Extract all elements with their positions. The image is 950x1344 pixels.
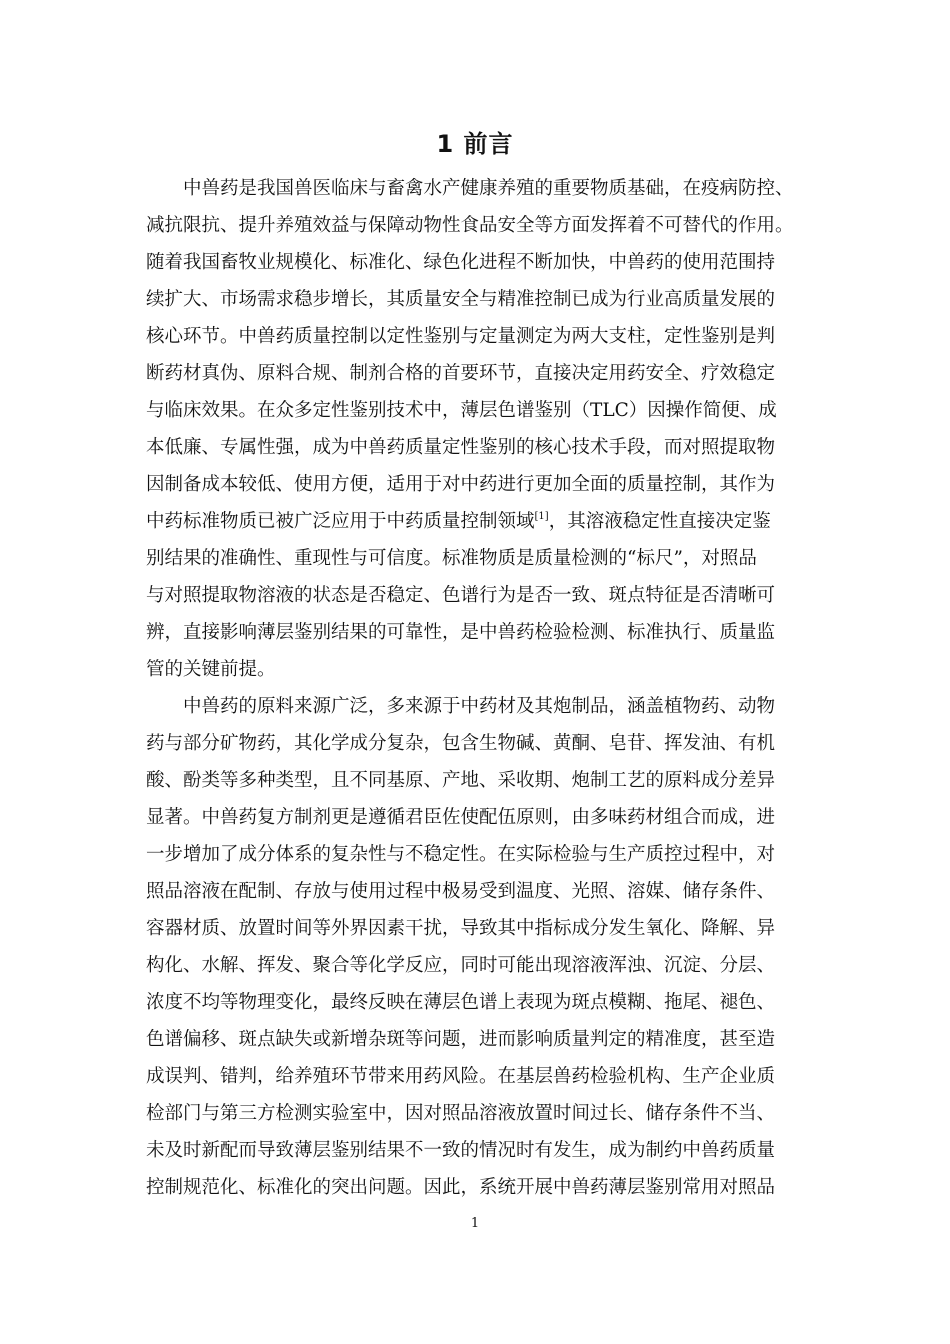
p2-line-14: 控制规范化、标准化的突出问题。因此，系统开展中兽药薄层鉴别常用对照品 [146,1177,776,1198]
p2-line-2: 药与部分矿物药，其化学成分复杂，包含生物碱、黄酮、皂苷、挥发油、有机 [146,733,776,754]
p2-line-10: 色谱偏移、斑点缺失或新增杂斑等问题，进而影响质量判定的精准度，甚至造 [146,1029,776,1050]
p1-line-3: 随着我国畜牧业规模化、标准化、绿色化进程不断加快，中兽药的使用范围持 [146,252,776,273]
p1-line-12: 与对照提取物溶液的状态是否稳定、色谱行为是否一致、斑点特征是否清晰可 [146,585,776,606]
p1-line-10 [146,505,806,539]
p2-line-6: 照品溶液在配制、存放与使用过程中极易受到温度、光照、溶媒、储存条件、 [146,881,776,902]
p2-line-11: 成误判、错判，给养殖环节带来用药风险。在基层兽药检验机构、生产企业质 [146,1066,776,1087]
section-heading: 1 前言 [436,130,514,158]
p1-line-2: 减抗限抗、提升养殖效益与保障动物性食品安全等方面发挥着不可替代的作用。 [146,215,794,236]
p1-line-10-text-after: ，其溶液稳定性直接决定鉴 [548,511,771,532]
p2-line-5: 一步增加了成分体系的复杂性与不稳定性。在实际检验与生产质控过程中，对 [146,844,776,865]
page-number: 1 [470,1216,480,1231]
p1-line-14: 管的关键前提。 [146,659,276,680]
p2-line-7: 容器材质、放置时间等外界因素干扰，导致其中指标成分发生氧化、降解、异 [146,918,776,939]
p1-line-10-text: 中药标准物质已被广泛应用于中药质量控制领域 [146,511,535,532]
p2-line-9: 浓度不均等物理变化，最终反映在薄层色谱上表现为斑点模糊、拖尾、褪色、 [146,992,776,1013]
p1-line-7: 与临床效果。在众多定性鉴别技术中，薄层色谱鉴别（TLC）因操作简便、成 [146,400,777,421]
citation-ref: [1] [534,511,549,522]
p2-line-4: 显著。中兽药复方制剂更是遵循君臣佐使配伍原则，由多味药材组合而成，进 [146,807,776,828]
p2-line-12: 检部门与第三方检测实验室中，因对照品溶液放置时间过长、储存条件不当、 [146,1103,776,1124]
p1-line-9: 因制备成本较低、使用方便，适用于对中药进行更加全面的质量控制，其作为 [146,474,776,495]
p1-line-6: 断药材真伪、原料合规、制剂合格的首要环节，直接决定用药安全、疗效稳定 [146,363,776,384]
p1-line-13: 辨，直接影响薄层鉴别结果的可靠性，是中兽药检验检测、标准执行、质量监 [146,622,776,643]
p1-line-1: 中兽药是我国兽医临床与畜禽水产健康养殖的重要物质基础，在疫病防控、 [183,178,794,199]
p2-line-3: 酸、酚类等多种类型，且不同基原、产地、采收期、炮制工艺的原料成分差异 [146,770,776,791]
p2-line-13: 未及时新配而导致薄层鉴别结果不一致的情况时有发生，成为制约中兽药质量 [146,1140,776,1161]
p1-line-8: 本低廉、专属性强，成为中兽药质量定性鉴别的核心技术手段，而对照提取物 [146,437,776,458]
p1-line-4: 续扩大、市场需求稳步增长，其质量安全与精准控制已成为行业高质量发展的 [146,289,776,310]
p1-line-11: 别结果的准确性、重现性与可信度。标准物质是质量检测的“标尺”，对照品 [146,548,757,569]
p1-line-5: 核心环节。中兽药质量控制以定性鉴别与定量测定为两大支柱，定性鉴别是判 [146,326,776,347]
p2-line-8: 构化、水解、挥发、聚合等化学反应，同时可能出现溶液浑浊、沉淀、分层、 [146,955,776,976]
p2-line-1: 中兽药的原料来源广泛，多来源于中药材及其炮制品，涵盖植物药、动物 [183,696,776,717]
